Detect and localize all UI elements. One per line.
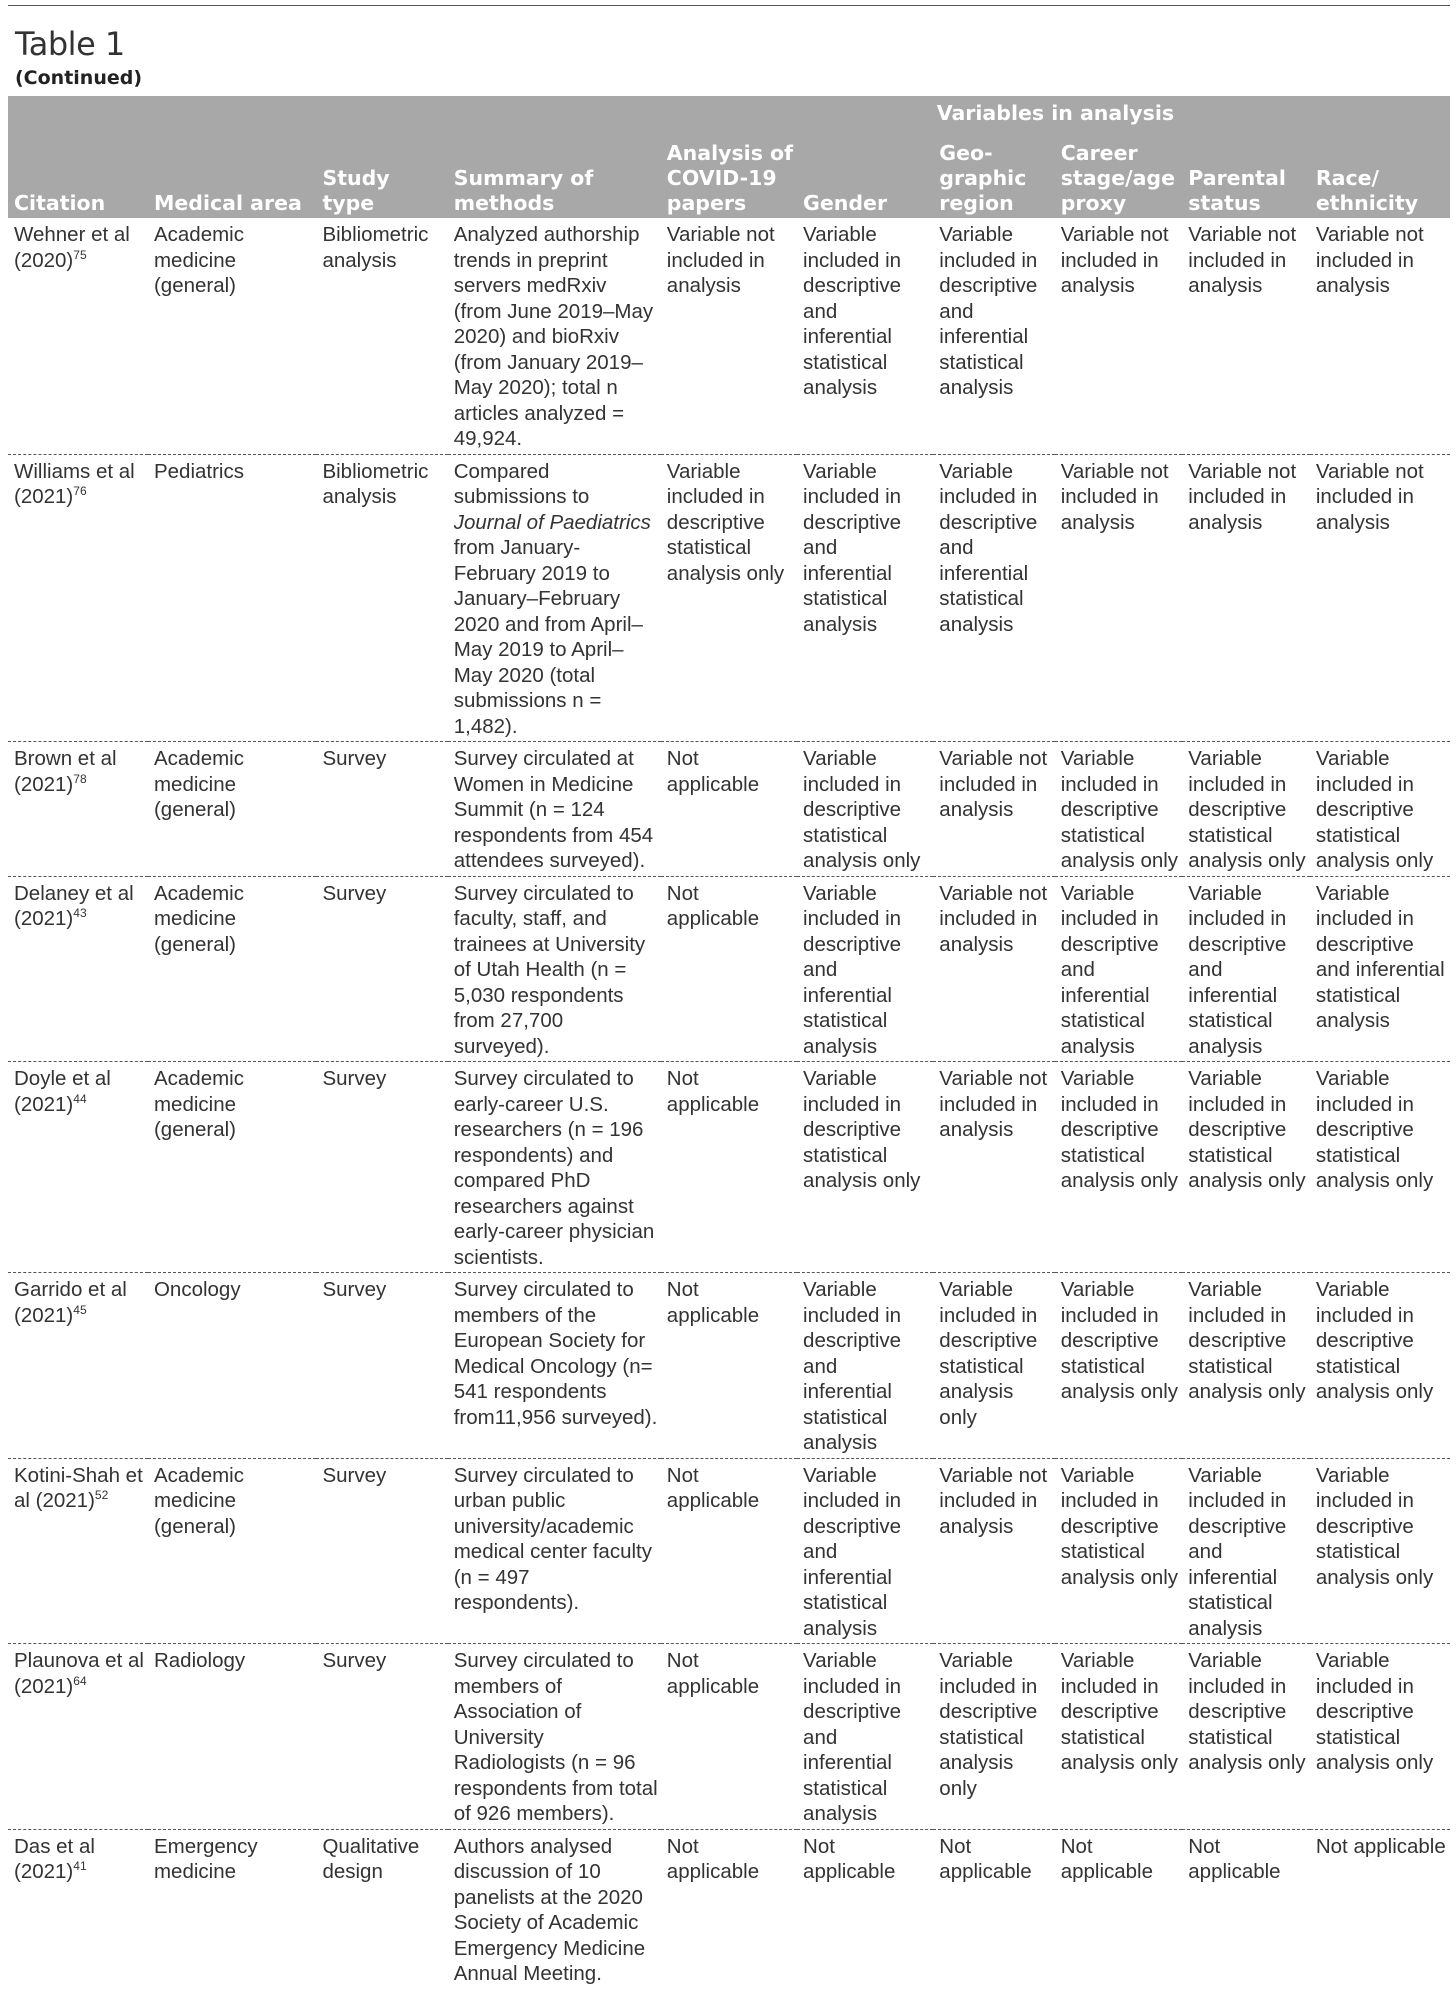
data-table: [8, 96, 1450, 1989]
cell-covid: Variable not included in analysis: [661, 218, 797, 454]
cell-career: Variable included in descriptive statistical analysis only: [1055, 1062, 1183, 1273]
reference-number: 64: [73, 1673, 87, 1688]
citation-text: Kotini-Shah et al (2021): [14, 1463, 143, 1512]
cell-geo: Variable not included in analysis: [933, 742, 1054, 877]
cell-citation: [8, 1458, 148, 1644]
cell-race: Variable included in descriptive statistical analysis only: [1310, 1458, 1450, 1644]
citation-text: Doyle et al (2021): [14, 1067, 111, 1116]
cell-methods: Survey circulated to members of the European Society for Medical Oncology (n= 541 respondents from11,956 surveyed).: [448, 1273, 661, 1459]
table-row: [8, 1458, 1450, 1644]
cell-race: Not applicable: [1315, 1834, 1446, 1858]
cell-parental: Variable included in descriptive and inferential statistical analysis: [1182, 1458, 1310, 1644]
cell-covid: Not applicable: [661, 1458, 797, 1644]
cell-medical-area: Academic medicine (general): [148, 218, 316, 454]
cell-parental: Variable included in descriptive statistical analysis only: [1182, 1644, 1310, 1830]
cell-methods: Survey circulated to early-career U.S. researchers (n = 196 respondents) and compared PhD researchers against early-career physician scientists.: [448, 1062, 661, 1273]
cell-covid: Not applicable: [661, 1062, 797, 1273]
col-header-career: Career stage/age proxy: [1055, 130, 1183, 218]
cell-citation: [8, 876, 148, 1062]
reference-number: 76: [73, 484, 87, 499]
reference-number: 44: [73, 1091, 87, 1106]
cell-parental: Variable included in descriptive statistical analysis only: [1182, 742, 1310, 877]
table-subtitle: (Continued): [15, 67, 143, 89]
cell-gender: Variable included in descriptive and inferential statistical analysis: [797, 1273, 933, 1459]
cell-race: Variable included in descriptive statistical analysis only: [1310, 1062, 1450, 1273]
col-header-citation: Citation: [8, 130, 148, 218]
cell-methods: Compared submissions to Journal of Paediatrics from January-February 2019 to January–February 2020 and from April–May 2019 to April–May 2020 (total submissions n = 1,482).: [448, 454, 661, 742]
cell-medical-area: Emergency medicine: [153, 1834, 258, 1883]
citation-text: Williams et al (2021): [14, 459, 135, 508]
cell-geo: Variable not included in analysis: [933, 876, 1054, 1062]
cell-career: Not applicable: [1060, 1834, 1154, 1883]
cell-citation: [8, 1829, 148, 1989]
cell-parental: Variable included in descriptive and inferential statistical analysis: [1182, 876, 1310, 1062]
variables-group-header: Variables in analysis: [661, 96, 1450, 130]
cell-study-type: Survey: [316, 876, 447, 1062]
cell-career: Variable included in descriptive statistical analysis only: [1055, 742, 1183, 877]
cell-parental: Variable included in descriptive statistical analysis only: [1182, 1273, 1310, 1459]
cell-medical-area: Academic medicine (general): [148, 1458, 316, 1644]
cell-parental: Variable included in descriptive statistical analysis only: [1182, 1062, 1310, 1273]
cell-covid: Not applicable: [661, 1273, 797, 1459]
cell-study-type: Bibliometric analysis: [316, 454, 447, 742]
cell-gender: Variable included in descriptive statistical analysis only: [797, 1062, 933, 1273]
cell-covid: Variable included in descriptive statistical analysis only: [661, 454, 797, 742]
cell-career: Variable included in descriptive statistical analysis only: [1055, 1273, 1183, 1459]
cell-medical-area: Academic medicine (general): [148, 876, 316, 1062]
col-header-covid: Analysis of COVID-19 papers: [661, 130, 797, 218]
reference-number: 43: [73, 906, 87, 921]
cell-career: Variable not included in analysis: [1055, 218, 1183, 454]
cell-medical-area: Academic medicine (general): [148, 1062, 316, 1273]
citation-text: Wehner et al (2020): [14, 223, 130, 272]
cell-citation: [8, 742, 148, 877]
cell-parental: Variable not included in analysis: [1182, 218, 1310, 454]
cell-methods: Survey circulated to urban public university/academic medical center faculty (n = 497 respondents).: [448, 1458, 661, 1644]
cell-career: Variable not included in analysis: [1055, 454, 1183, 742]
cell-methods: Survey circulated to faculty, staff, and trainees at University of Utah Health (n = 5,030 respondents from 27,700 surveyed).: [448, 876, 661, 1062]
cell-gender: Variable included in descriptive and inferential statistical analysis: [797, 1458, 933, 1644]
table-row: [8, 1273, 1450, 1459]
cell-race: Variable included in descriptive statistical analysis only: [1310, 1273, 1450, 1459]
cell-study-type: Survey: [316, 1458, 447, 1644]
cell-study-type: Survey: [316, 1273, 447, 1459]
cell-medical-area: Radiology: [148, 1644, 316, 1830]
table-row: [8, 1829, 1450, 1989]
cell-parental: Variable not included in analysis: [1182, 454, 1310, 742]
cell-gender: Variable included in descriptive and inferential statistical analysis: [797, 876, 933, 1062]
table-row: [8, 1644, 1450, 1830]
col-header-race: Race/ ethnicity: [1310, 130, 1450, 218]
cell-citation: [8, 1273, 148, 1459]
cell-study-type: Survey: [316, 1062, 447, 1273]
reference-number: 41: [73, 1859, 87, 1874]
cell-gender: Not applicable: [803, 1834, 896, 1883]
cell-citation: [8, 1644, 148, 1830]
cell-race: Variable not included in analysis: [1310, 218, 1450, 454]
cell-geo: Variable included in descriptive statistical analysis only: [933, 1273, 1054, 1459]
citation-text: Brown et al (2021): [14, 747, 117, 796]
cell-citation: [8, 454, 148, 742]
cell-methods: Authors analysed discussion of 10 panelists at the 2020 Society of Academic Emergency Medicine Annual Meeting.: [453, 1834, 646, 1985]
cell-study-type: Survey: [316, 1644, 447, 1830]
cell-geo: Variable included in descriptive statistical analysis only: [933, 1644, 1054, 1830]
col-header-gender: Gender: [797, 130, 933, 218]
cell-covid: Not applicable: [661, 876, 797, 1062]
citation-text: Das et al (2021): [14, 1834, 95, 1883]
citation-text: Delaney et al (2021): [14, 881, 134, 930]
cell-race: Variable included in descriptive statistical analysis only: [1310, 742, 1450, 877]
cell-medical-area: Pediatrics: [148, 454, 316, 742]
cell-citation: [8, 218, 148, 454]
reference-number: 75: [73, 247, 87, 262]
cell-career: Variable included in descriptive statistical analysis only: [1055, 1458, 1183, 1644]
cell-study-type: Qualitative design: [322, 1834, 420, 1883]
cell-geo: Variable included in descriptive and inferential statistical analysis: [933, 218, 1054, 454]
table-title: Table 1: [15, 25, 125, 63]
cell-gender: Variable included in descriptive and inferential statistical analysis: [797, 454, 933, 742]
table-row: [8, 218, 1450, 454]
cell-citation: [8, 1062, 148, 1273]
table-row: [8, 454, 1450, 742]
cell-methods: Survey circulated to members of Association of University Radiologists (n = 96 respondents from total of 926 members).: [448, 1644, 661, 1830]
cell-career: Variable included in descriptive and inferential statistical analysis: [1055, 876, 1183, 1062]
reference-number: 45: [73, 1302, 87, 1317]
cell-geo: Variable included in descriptive and inferential statistical analysis: [933, 454, 1054, 742]
cell-geo: Variable not included in analysis: [933, 1062, 1054, 1273]
cell-medical-area: Academic medicine (general): [148, 742, 316, 877]
cell-methods: Analyzed authorship trends in preprint servers medRxiv (from June 2019–May 2020) and bioRxiv (from January 2019–May 2020); total n articles analyzed = 49,924.: [448, 218, 661, 454]
cell-geo: Not applicable: [939, 1834, 1032, 1883]
header-row: [8, 130, 1450, 218]
cell-covid: Not applicable: [666, 1834, 760, 1883]
cell-study-type: Survey: [316, 742, 447, 877]
cell-study-type: Bibliometric analysis: [316, 218, 447, 454]
table-row: [8, 876, 1450, 1062]
journal-name: Journal of Paediatrics: [453, 510, 651, 534]
cell-covid: Not applicable: [661, 1644, 797, 1830]
citation-text: Garrido et al (2021): [14, 1278, 127, 1327]
cell-geo: Variable not included in analysis: [933, 1458, 1054, 1644]
cell-race: Variable not included in analysis: [1310, 454, 1450, 742]
table-row: [8, 742, 1450, 877]
citation-text: Plaunova et al (2021): [14, 1649, 144, 1698]
cell-career: Variable included in descriptive statistical analysis only: [1055, 1644, 1183, 1830]
col-header-study-type: Study type: [316, 130, 447, 218]
reference-number: 52: [94, 1488, 109, 1503]
cell-race: Variable included in descriptive and inferential statistical analysis: [1310, 876, 1450, 1062]
cell-medical-area: Oncology: [148, 1273, 316, 1459]
col-header-medical-area: Medical area: [148, 130, 316, 218]
top-rule: [8, 5, 1450, 6]
cell-covid: Not applicable: [661, 742, 797, 877]
col-header-summary: Summary of methods: [448, 130, 661, 218]
reference-number: 78: [73, 771, 87, 786]
cell-gender: Variable included in descriptive statistical analysis only: [797, 742, 933, 877]
col-header-geo: Geo-graphic region: [933, 130, 1054, 218]
cell-gender: Variable included in descriptive and inferential statistical analysis: [797, 218, 933, 454]
cell-parental: Not applicable: [1188, 1834, 1281, 1883]
col-header-parental: Parental status: [1182, 130, 1310, 218]
cell-race: Variable included in descriptive statistical analysis only: [1310, 1644, 1450, 1830]
table-row: [8, 1062, 1450, 1273]
cell-methods: Survey circulated at Women in Medicine Summit (n = 124 respondents from 454 attendees surveyed).: [448, 742, 661, 877]
header-group-row: [8, 96, 1450, 130]
cell-gender: Variable included in descriptive and inferential statistical analysis: [797, 1644, 933, 1830]
